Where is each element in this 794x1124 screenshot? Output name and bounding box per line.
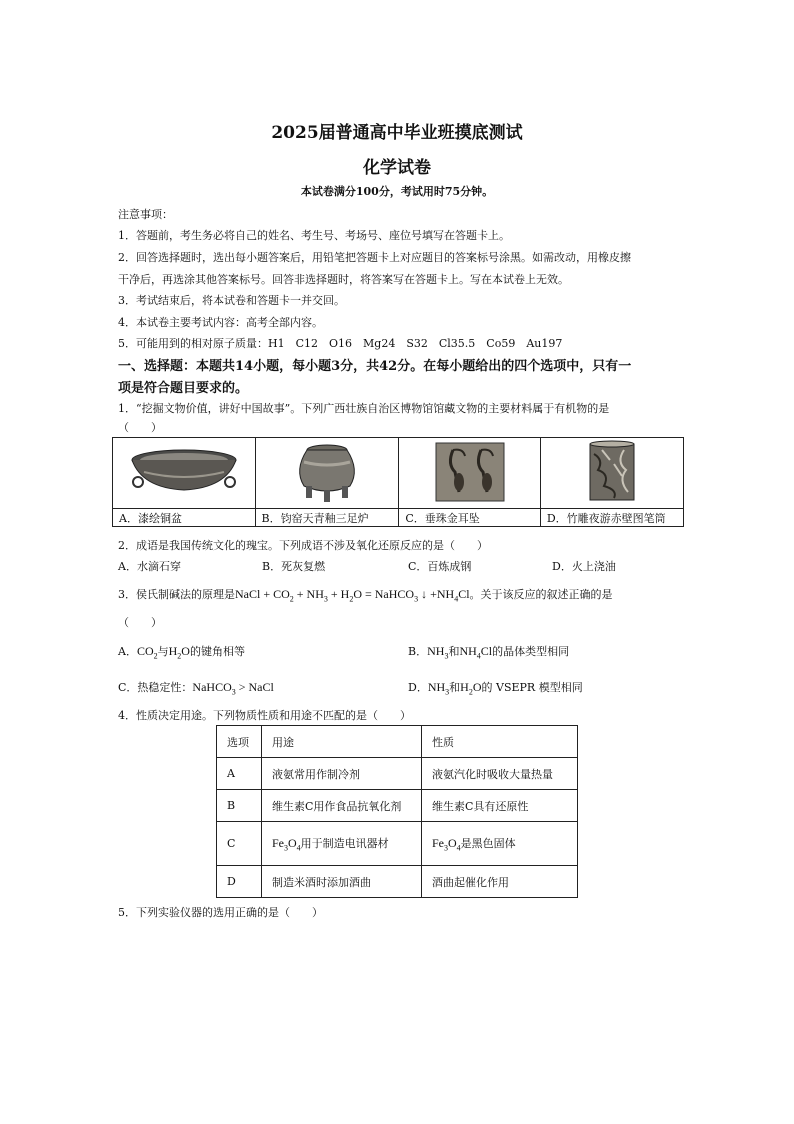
q3-option-a-mid: 与	[157, 645, 169, 658]
q3-option-a-label: A．	[118, 645, 137, 658]
q3-prefix: 3．侯氏制碱法的原理是	[118, 588, 235, 601]
q3-option-b-mid: 和	[448, 645, 460, 658]
artifact-table	[112, 437, 684, 527]
question-1: 1．“挖掘文物价值，讲好中国故事”。下列广西壮族自治区博物馆馆藏文物的主要材料属于有机物的是	[118, 402, 610, 415]
table-cell-text: 是黑色固体	[460, 836, 516, 850]
table-cell: D	[217, 866, 262, 898]
q3-option-b-text: 的晶体类型相同	[492, 645, 570, 658]
note-item: 3．考试结束后，将本试卷和答题卡一并交回。	[118, 294, 345, 307]
q2-option-c: C．百炼成钢	[408, 560, 472, 573]
q3-option-d-text: 的 VSEPR 模型相同	[481, 681, 583, 694]
artifact-image-gold-earrings	[399, 438, 540, 509]
q1-option-a: A．漆绘铜盆	[113, 509, 256, 527]
question-1-blank: （ ）	[118, 421, 162, 434]
table-cell: 液氨常用作制冷剂	[262, 758, 422, 790]
q3-option-d-label: D．	[408, 681, 428, 694]
note-item: 干净后，再选涂其他答案标号。回答非选择题时，将答案写在答题卡上。写在本试卷上无效。	[118, 273, 569, 286]
question-2: 2．成语是我国传统文化的瑰宝。下列成语不涉及氧化还原反应的是（ ）	[118, 539, 488, 552]
table-header: 选项	[217, 726, 262, 758]
q2-option-a: A．水滴石穿	[118, 560, 181, 573]
q2-option-b: B．死灰复燃	[262, 560, 326, 573]
table-cell: 维生素C具有还原性	[422, 790, 578, 822]
q1-option-c: C．垂珠金耳坠	[399, 509, 540, 527]
table-cell: 制造米酒时添加酒曲	[262, 866, 422, 898]
exam-info: 本试卷满分100分，考试用时75分钟。	[300, 185, 494, 198]
table-cell-text: 用于制造电讯器材	[300, 836, 389, 850]
note-item: 1．答题前，考生务必将自己的姓名、考生号、考场号、座位号填写在答题卡上。	[118, 229, 510, 242]
table-cell: C	[217, 822, 262, 866]
q1-option-b: B．钧窑天青釉三足炉	[255, 509, 399, 527]
question-3	[118, 586, 613, 603]
q3-suffix: 。关于该反应的叙述正确的是	[469, 588, 613, 601]
question-4: 4．性质决定用途。下列物质性质和用途不匹配的是（ ）	[118, 709, 411, 722]
notes-heading: 注意事项：	[118, 208, 173, 221]
q3-option-c-label: C．热稳定性：	[118, 681, 193, 694]
question-5: 5．下列实验仪器的选用正确的是（ ）	[118, 906, 323, 919]
table-row	[217, 866, 578, 898]
question-3-blank: （ ）	[118, 616, 162, 629]
q2-option-d: D．火上浇油	[552, 560, 616, 573]
note-item: 5．可能用到的相对原子质量：H1 C12 O16 Mg24 S32 Cl35.5 Co59 Au197	[118, 337, 563, 350]
table-header: 用途	[262, 726, 422, 758]
table-cell: $Fe_3O_4$是黑色固体	[422, 822, 578, 866]
artifact-image-bamboo-brush-holder	[540, 438, 683, 509]
subject-title: 化学试卷	[363, 158, 431, 178]
q3-option-a-text: 的键角相等	[189, 645, 245, 658]
q3-option-c: C．热稳定性：NaHCO$_3$ > NaCl	[118, 680, 274, 697]
table-header: 性质	[422, 726, 578, 758]
section-heading: 一、选择题：本题共14小题，每小题3分，共42分。在每小题给出的四个选项中，只有一	[118, 359, 632, 374]
table-row	[217, 758, 578, 790]
note-item: 4．本试卷主要考试内容：高考全部内容。	[118, 316, 323, 329]
table-cell: $Fe_3O_4$用于制造电讯器材	[262, 822, 422, 866]
q3-option-b: B．$NH_3$和$NH_4Cl$的晶体类型相同	[408, 644, 570, 661]
table-cell: 酒曲起催化作用	[422, 866, 578, 898]
q3-option-b-label: B．	[408, 645, 428, 658]
artifact-image-bronze-basin	[113, 438, 256, 509]
q1-option-d: D．竹雕夜游赤壁图笔筒	[540, 509, 683, 527]
section-heading-cont: 项是符合题目要求的。	[118, 381, 249, 396]
table-row	[217, 822, 578, 866]
q3-option-d: D．$NH_3$和$H_2O$的 VSEPR 模型相同	[408, 680, 583, 697]
table-cell: B	[217, 790, 262, 822]
exam-title: 2025届普通高中毕业班摸底测试	[271, 123, 523, 143]
property-table	[216, 725, 578, 898]
q3-option-d-mid: 和	[449, 681, 461, 694]
note-item: 2．回答选择题时，选出每小题答案后，用铅笔把答题卡上对应题目的答案标号涂黑。如需改动，用橡皮擦	[118, 251, 631, 264]
q3-equation: NaCl + $CO_2 + NH_3 + H_2O$ = NaHCO$_3$ ↓ $+NH_4Cl$	[235, 587, 470, 604]
q3-option-a: A．$CO_2$与$H_2O$的键角相等	[118, 644, 245, 661]
table-cell: 维生素C用作食品抗氧化剂	[262, 790, 422, 822]
table-row	[217, 790, 578, 822]
table-cell: A	[217, 758, 262, 790]
artifact-image-tripod-censer	[255, 438, 399, 509]
table-cell: 液氨汽化时吸收大量热量	[422, 758, 578, 790]
